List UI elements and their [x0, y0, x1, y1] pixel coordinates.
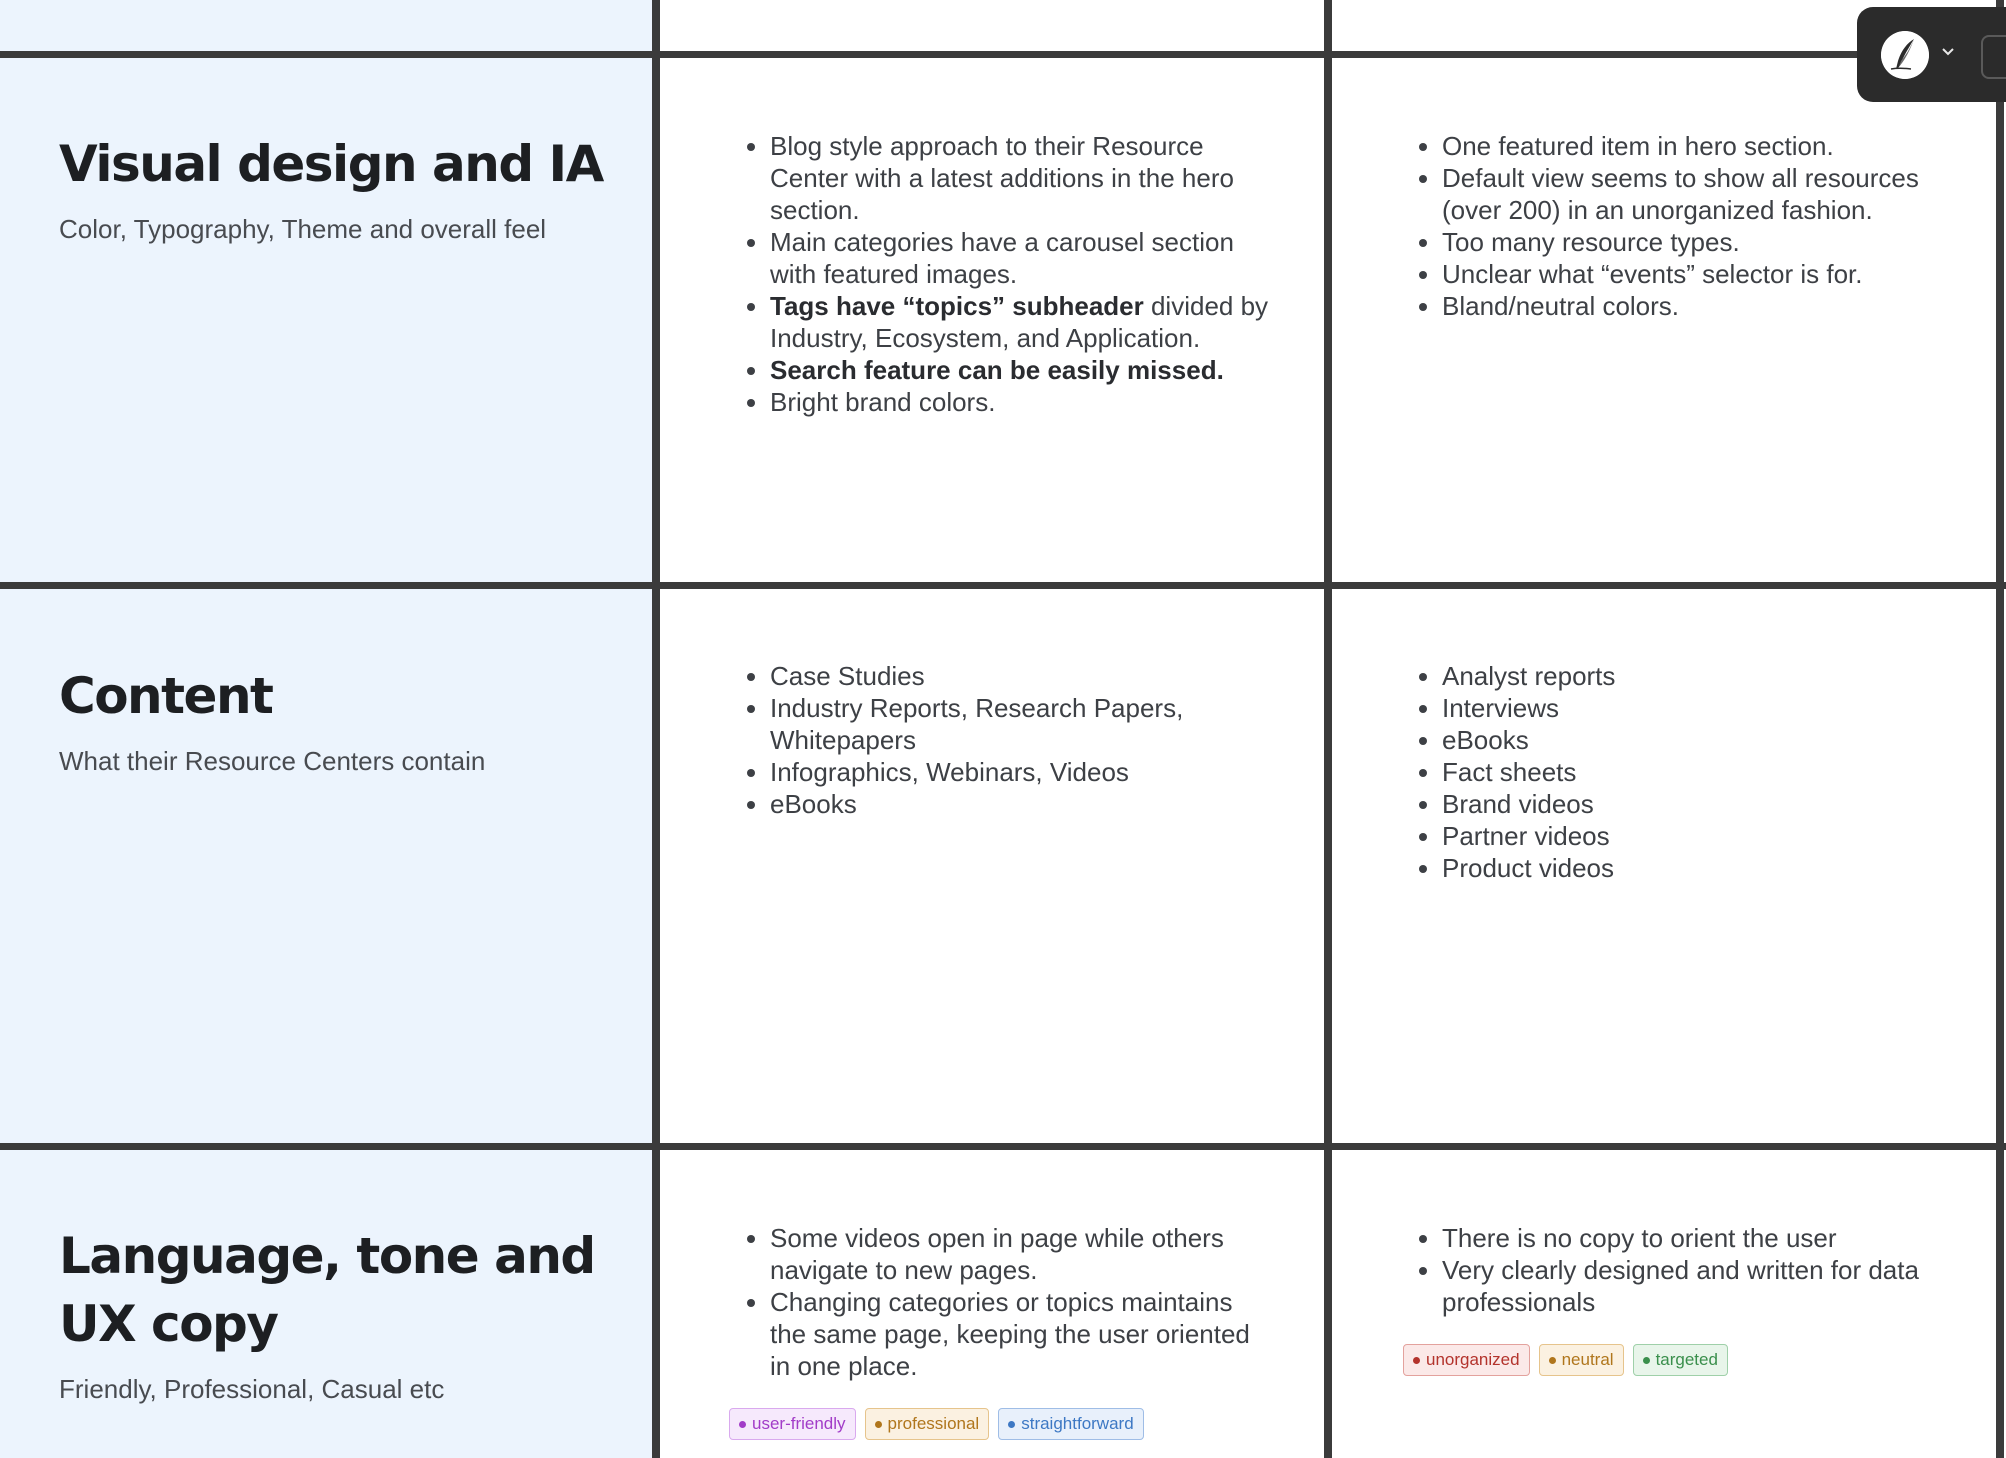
grid-line [652, 0, 660, 1458]
tag-label: professional [887, 1414, 980, 1433]
bullet-item [1442, 258, 1933, 290]
tag-label: unorganized [1426, 1350, 1520, 1369]
tag-chip[interactable] [1633, 1344, 1728, 1376]
bullet-item [770, 354, 1271, 386]
bullet-item-text: Unclear what “events” selector is for. [1442, 259, 1863, 289]
bullet-item [770, 1222, 1271, 1286]
bullet-item [1442, 130, 1933, 162]
cell-competitor-a-content [731, 660, 1271, 820]
row-subtitle: Color, Typography, Theme and overall feel [59, 214, 547, 244]
chevron-down-icon[interactable] [1941, 37, 1955, 63]
bullet-item [770, 130, 1271, 226]
cell-competitor-b-content [1403, 660, 1933, 884]
tag-chip[interactable] [865, 1408, 990, 1440]
bullet-item [770, 1286, 1271, 1382]
bullet-list [731, 130, 1271, 418]
bullet-item-text: Analyst reports [1442, 661, 1616, 691]
bullet-item-text: Main categories have a carousel section with featured images. [770, 227, 1234, 289]
bullet-item [770, 756, 1271, 788]
cell-competitor-b-visual-design [1403, 130, 1933, 322]
bullet-item-text: Very clearly designed and written for data professionals [1442, 1255, 1919, 1317]
bullet-item-text: Fact sheets [1442, 757, 1577, 787]
bullet-item [1442, 820, 1933, 852]
bullet-item [1442, 1254, 1933, 1318]
tag-label: user-friendly [752, 1414, 846, 1433]
dot-icon [739, 1421, 746, 1428]
tag-chip[interactable] [1403, 1344, 1530, 1376]
bullet-item-text: There is no copy to orient the user [1442, 1223, 1837, 1253]
bullet-item-text: Too many resource types. [1442, 227, 1740, 257]
bullet-list [731, 660, 1271, 820]
bullet-item-text: divided by Industry, Ecosystem, and Application. [770, 291, 1269, 353]
bullet-item-bold: Search feature can be easily missed. [770, 355, 1224, 385]
bullet-item [770, 788, 1271, 820]
bullet-item-text: eBooks [1442, 725, 1529, 755]
bullet-item-text: Infographics, Webinars, Videos [770, 757, 1129, 787]
toolbar-button[interactable] [1981, 35, 2006, 79]
grid-line [0, 51, 2006, 58]
bullet-item [1442, 724, 1933, 756]
row-header-content [59, 662, 619, 778]
bullet-list [1403, 1222, 1933, 1318]
tag-list [729, 1408, 1271, 1440]
grid-line [1996, 0, 2004, 1458]
bullet-item-text: Partner videos [1442, 821, 1610, 851]
bullet-item [1442, 692, 1933, 724]
bullet-item-text: Brand videos [1442, 789, 1594, 819]
bullet-item [770, 660, 1271, 692]
dot-icon [875, 1421, 882, 1428]
dot-icon [1008, 1421, 1015, 1428]
bullet-item-text: Default view seems to show all resources (over 200) in an unorganized fashion. [1442, 163, 1919, 225]
bullet-item-text: Interviews [1442, 693, 1560, 723]
row-title: Language, tone and UX copy [59, 1227, 595, 1353]
tag-label: targeted [1655, 1350, 1718, 1369]
row-title: Content [59, 667, 273, 725]
row-header-language-tone [59, 1222, 619, 1406]
cell-competitor-a-visual-design [731, 130, 1271, 418]
bullet-item [770, 226, 1271, 290]
bullet-item-text: Some videos open in page while others navigate to new pages. [770, 1223, 1224, 1285]
tag-chip[interactable] [1539, 1344, 1624, 1376]
bullet-item-bold: Tags have “topics” subheader [770, 291, 1144, 321]
bullet-item [770, 290, 1271, 354]
dot-icon [1413, 1357, 1420, 1364]
bullet-item-text: Case Studies [770, 661, 925, 691]
dot-icon [1643, 1357, 1650, 1364]
grid-line [1324, 0, 1332, 1458]
row-title: Visual design and IA [59, 135, 603, 193]
bullet-item [1442, 290, 1933, 322]
floating-toolbar [1857, 7, 2006, 102]
tag-chip[interactable] [998, 1408, 1143, 1440]
bullet-item [770, 386, 1271, 418]
bullet-item [1442, 660, 1933, 692]
bullet-item-text: Bland/neutral colors. [1442, 291, 1680, 321]
grid-line [0, 582, 2006, 589]
bullet-item-text: Bright brand colors. [770, 387, 996, 417]
bullet-list [731, 1222, 1271, 1382]
row-header-visual-design [59, 130, 619, 246]
bullet-item-text: One featured item in hero section. [1442, 131, 1834, 161]
cell-competitor-b-language [1403, 1222, 1933, 1376]
quill-pen-icon[interactable] [1881, 31, 1929, 79]
bullet-item-text: eBooks [770, 789, 857, 819]
bullet-item [1442, 756, 1933, 788]
tag-chip[interactable] [729, 1408, 856, 1440]
bullet-item [1442, 226, 1933, 258]
dot-icon [1549, 1357, 1556, 1364]
bullet-item-text: Industry Reports, Research Papers, Whitepapers [770, 693, 1184, 755]
bullet-item-text: Changing categories or topics maintains the same page, keeping the user oriented in one place. [770, 1287, 1250, 1381]
grid-line [0, 1143, 2006, 1150]
bullet-list [1403, 130, 1933, 322]
row-subtitle: Friendly, Professional, Casual etc [59, 1374, 445, 1404]
tag-list [1403, 1344, 1933, 1376]
cell-competitor-a-language [731, 1222, 1271, 1440]
bullet-item-text: Blog style approach to their Resource Center with a latest additions in the hero section. [770, 131, 1234, 225]
bullet-item-text: Product videos [1442, 853, 1614, 883]
bullet-item [1442, 1222, 1933, 1254]
bullet-item [1442, 162, 1933, 226]
bullet-item [1442, 852, 1933, 884]
bullet-list [1403, 660, 1933, 884]
row-subtitle: What their Resource Centers contain [59, 746, 486, 776]
bullet-item [770, 692, 1271, 756]
tag-label: neutral [1561, 1350, 1614, 1369]
bullet-item [1442, 788, 1933, 820]
tag-label: straightforward [1021, 1414, 1134, 1433]
